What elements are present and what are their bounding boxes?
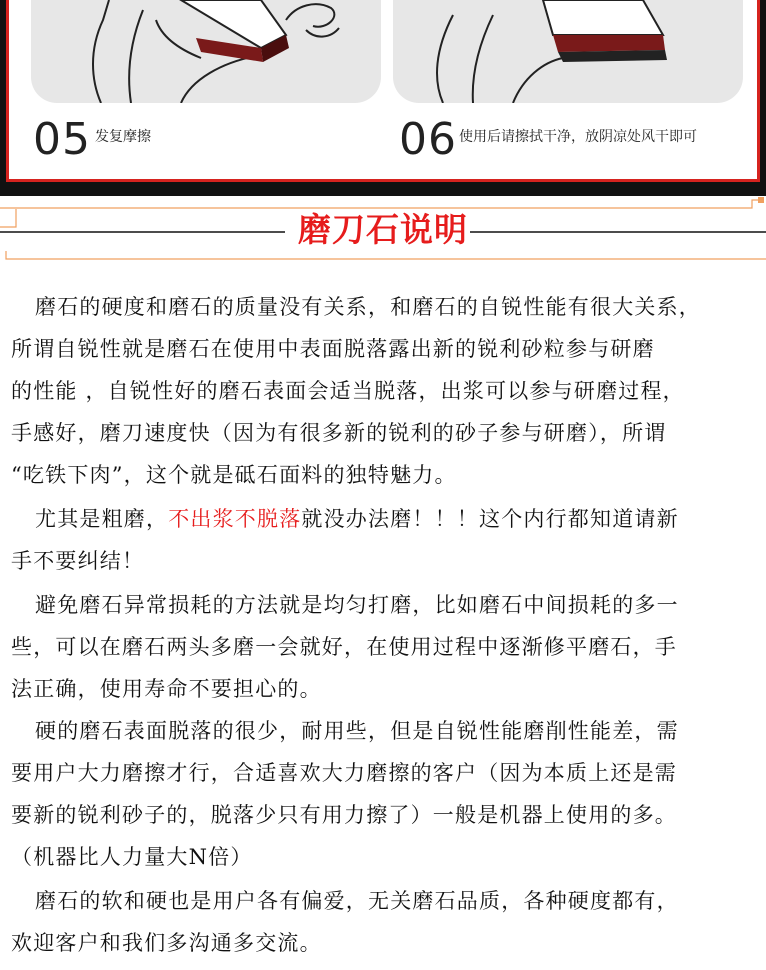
text-line: 要新的锐利砂子的，脱落少只有用力擦了）一般是机器上使用的多。: [11, 803, 677, 827]
steps-panel: [0, 0, 766, 196]
paragraph-hard-stone: [11, 710, 763, 878]
step-06-illustration: [393, 0, 743, 103]
text-line: 些，可以在磨石两头多磨一会就好，在使用过程中逐渐修平磨石，手: [11, 635, 677, 659]
step-06-text: 使用后请擦拭干净，放阴凉处风干即可: [459, 129, 697, 145]
text-line: 手感好，磨刀速度快（因为有很多新的锐利的砂子参与研磨），所谓: [11, 421, 667, 445]
text-line: 硬的磨石表面脱落的很少，耐用些，但是自锐性能磨削性能差，需: [35, 719, 679, 743]
text-segment: 就没办法磨！！！这个内行都知道请新: [301, 507, 679, 531]
text-line: 磨石的软和硬也是用户各有偏爱，无关磨石品质，各种硬度都有，: [35, 889, 679, 913]
step-06-number: 06: [399, 114, 457, 165]
paragraph-even-grinding: [11, 584, 763, 710]
steps-frame: [6, 0, 760, 182]
text-line: 欢迎客户和我们多沟通多交流。: [11, 931, 322, 955]
step-05-illustration: [31, 0, 381, 103]
text-line: 的性能 ，自锐性好的磨石表面会适当脱落，出浆可以参与研磨过程，: [11, 379, 685, 403]
text-line: 所谓自锐性就是磨石在使用中表面脱落露出新的锐利砂粒参与研磨: [11, 337, 655, 361]
highlight-text: 不出浆不脱落: [168, 507, 302, 531]
text-line: 法正确，使用寿命不要担心的。: [11, 677, 322, 701]
text-line: 要用户大力磨擦才行，合适喜欢大力磨擦的客户（因为本质上还是需: [11, 761, 677, 785]
text-line: [11, 498, 763, 540]
paragraph-soft-hard-preference: [11, 880, 763, 964]
paragraph-coarse-grinding: [11, 498, 763, 582]
text-line: 避免磨石异常损耗的方法就是均匀打磨，比如磨石中间损耗的多一: [35, 593, 679, 617]
text-segment: 尤其是粗磨，: [35, 507, 169, 531]
section-title-band: [0, 196, 766, 270]
step-05-text: 发复摩擦: [95, 129, 151, 145]
text-line: 磨石的硬度和磨石的质量没有关系，和磨石的自锐性能有很大关系，: [35, 295, 701, 319]
step-05-number: 05: [33, 114, 91, 165]
text-line: “吃铁下肉”，这个就是砥石面料的独特魅力。: [11, 463, 457, 487]
text-line: （机器比人力量大N倍）: [11, 845, 253, 869]
text-line: 手不要纠结！: [11, 549, 145, 573]
section-title: 磨刀石说明: [298, 210, 468, 249]
paragraph-self-sharpening: [11, 286, 763, 496]
